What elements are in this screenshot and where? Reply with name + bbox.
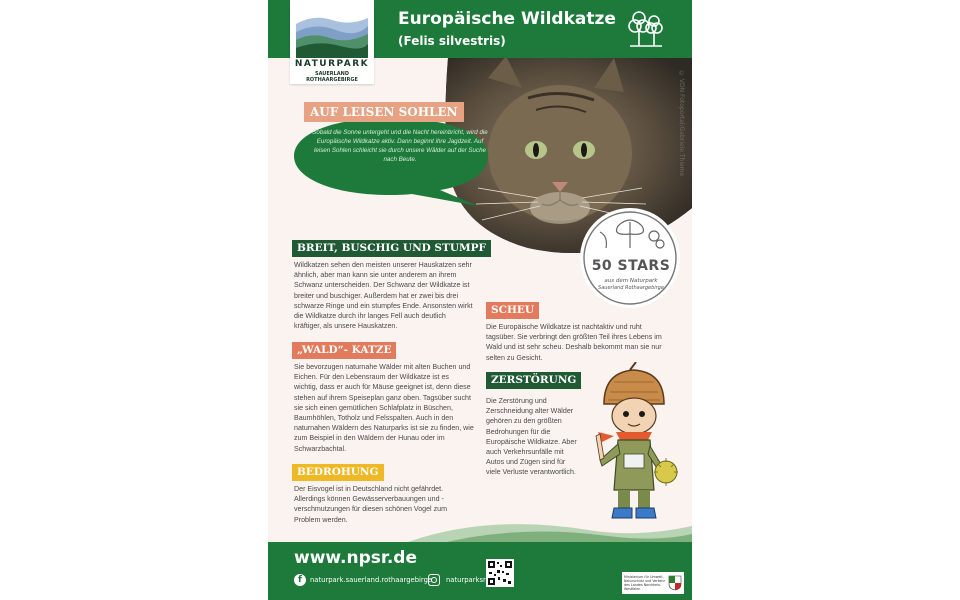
acorn-mascot xyxy=(590,362,680,522)
section-heading-leisen: AUF LEISEN SOHLEN xyxy=(304,102,464,122)
website-link[interactable]: www.npsr.de xyxy=(294,548,417,568)
decorative-waves xyxy=(268,520,692,544)
mountain-logo-graphic xyxy=(296,4,368,58)
photo-credit: © VDN Fotoportal/Gabriele Thieme xyxy=(678,70,685,177)
section-text-breit: Wildkatzen sehen den meisten unserer Hauskatzen sehr ähnlich, aber man kann sie unter anderem an ihrem Schwanz unterscheiden. Der Schwanz der Wildkatze ist breiter und buschiger. Außerdem hat er zwei bis drei schwarze Ringe und ein stumpfes Ende. Ansonsten wirkt die Wildkatze durch ihr langes Fell auch deutlich kräftiger, als unsere Hauskatzen. xyxy=(294,261,473,331)
section-heading-scheu: SCHEU xyxy=(486,302,539,319)
section-text-wald: Sie bevorzugen naturnahe Wälder mit alten Buchen und Eichen. Für den Lebensraum der Wildkatze ist es wichtig, dass er auch für Mäuse geeignet ist, denn diese stehen auf ihrem Speiseplan ganz oben. Tagsüber sucht sie sich einen gemütlichen Schlafplatz in Büschen, Baumhöhlen, Totholz und Felsspalten. Auch in den naturnahen Wäldern des Naturparks ist sie zu finden, wie zum Beispiel in den Wäldern der Hunau oder im Schwarzbachtal. xyxy=(294,363,474,453)
instagram-handle[interactable]: naturparksr xyxy=(446,576,486,584)
logo-subline: SAUERLAND ROTHAARGEBIRGE xyxy=(306,71,358,83)
ministry-logo xyxy=(622,572,684,594)
nrw-emblem-icon xyxy=(668,575,682,591)
footer-bar xyxy=(268,542,692,600)
trees-icon xyxy=(624,6,668,50)
section-heading-bedrohung: BEDROHUNG xyxy=(292,464,384,481)
badge-line-2: Sauerland Rothaargebirge xyxy=(598,285,664,291)
logo-wordmark: NATURPARK xyxy=(294,59,370,69)
badge-title: 50 STARS xyxy=(591,258,671,274)
section-heading-zerstoerung: ZERSTÖRUNG xyxy=(486,372,581,389)
facebook-icon[interactable]: f xyxy=(294,574,306,586)
qr-code[interactable] xyxy=(486,559,514,587)
section-text-scheu: Die Europäische Wildkatze ist nachtaktiv und ruht tagsüber. Sie verbringt den größten Teil ihres Lebens im Wald und ist sehr scheu. Deshalb bekommt man sie nur selten zu Gesicht. xyxy=(486,323,662,362)
section-text-bedrohung: Der Eisvogel ist in Deutschland nicht gefährdet. Allerdings können Gewässerverbauungen und -verschmutzungen für diesen schönen Vogel zum Problem werden. xyxy=(294,485,448,524)
intro-text: Sobald die Sonne untergeht und die Nacht hereinbricht, wird die Europäische Wildkatze aktiv. Dann beginnt ihre Jagdzeit. Auf leisen Sohlen schleicht sie durch unsere Wälder auf der Suche nach Beute. xyxy=(312,129,488,163)
poster xyxy=(268,0,692,600)
instagram-icon[interactable] xyxy=(428,574,440,586)
page-subtitle: (Felis silvestris) xyxy=(398,34,506,48)
section-heading-wald: „WALD“- KATZE xyxy=(292,342,396,359)
section-heading-breit: BREIT, BUSCHIG UND STUMPF xyxy=(292,240,491,257)
ministry-text: Ministerium für Umwelt, Naturschutz und Verkehr des Landes Nordrhein-Westfalen xyxy=(624,575,665,591)
badge-line-1: aus dem Naturpark xyxy=(604,278,658,284)
facebook-handle[interactable]: naturpark.sauerland.rothaargebirge xyxy=(310,576,433,584)
section-text-zerstoerung: Die Zerstörung und Zerschneidung alter Wälder gehören zu den größten Bedrohungen für die Europäische Wildkatze. Aber auch Verkehrsunfälle mit Autos und Zügen sind für viele Verluste verantwortlich. xyxy=(486,397,577,477)
page-title: Europäische Wildkatze xyxy=(398,9,616,29)
naturpark-logo xyxy=(290,0,374,84)
